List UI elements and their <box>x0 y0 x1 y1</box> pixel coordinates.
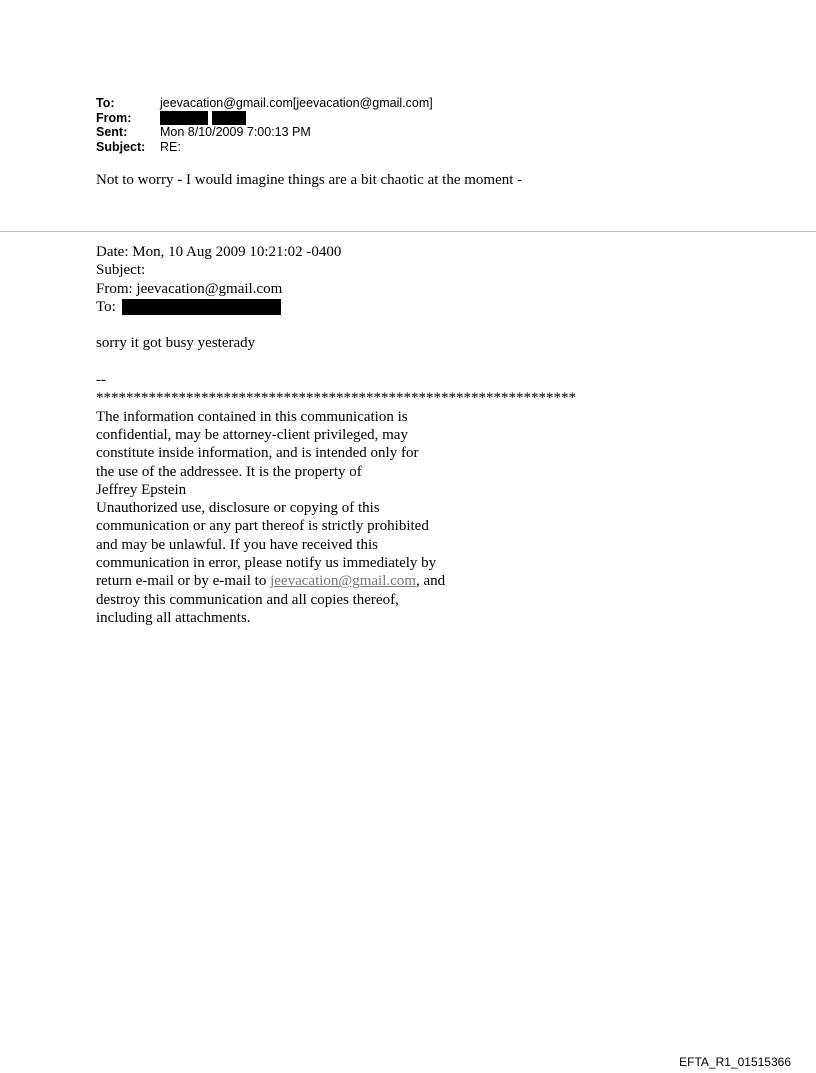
quoted-subject: Subject: <box>96 262 146 279</box>
from-row <box>96 111 433 126</box>
subject-label: Subject: <box>96 139 146 154</box>
redaction-box <box>212 111 246 125</box>
disclaimer-line: and may be unlawful. If you have received this <box>96 536 378 553</box>
from-label: From: <box>96 110 132 125</box>
spacer <box>96 316 576 334</box>
sent-value: Mon 8/10/2009 7:00:13 PM <box>160 125 311 139</box>
disclaimer-line: communication or any part thereof is strictly prohibited <box>96 518 429 535</box>
disclaimer-line: destroy this communication and all copies thereof, <box>96 591 399 608</box>
return-prefix: return e-mail or by e-mail to <box>96 573 271 590</box>
document-id: EFTA_R1_01515366 <box>679 1055 791 1069</box>
quoted-body: sorry it got busy yesterady <box>96 335 256 352</box>
quoted-date: Date: Mon, 10 Aug 2009 10:21:02 -0400 <box>96 244 342 260</box>
disclaimer-line: constitute inside information, and is intended only for <box>96 445 419 462</box>
disclaimer-line: confidential, may be attorney-client privileged, may <box>96 426 408 443</box>
disclaimer-line: communication in error, please notify us immediately by <box>96 555 437 572</box>
signature-dash: -- <box>96 372 106 389</box>
disclaimer-line: including all attachments. <box>96 609 251 626</box>
disclaimer-line: Unauthorized use, disclosure or copying of this <box>96 500 380 517</box>
asterisk-separator: **************************************************************** <box>96 390 576 407</box>
subject-value: RE: <box>160 139 181 154</box>
redaction-box <box>122 299 281 315</box>
sent-row <box>96 125 433 140</box>
email-header <box>96 96 433 154</box>
sent-label: Sent: <box>96 125 128 139</box>
quoted-to-label: To: <box>96 298 116 315</box>
to-row <box>96 96 433 111</box>
disclaimer-line: the use of the addressee. It is the property of <box>96 463 362 480</box>
quoted-from: From: jeevacation@gmail.com <box>96 280 283 297</box>
quoted-to-row <box>96 298 576 316</box>
to-label: To: <box>96 96 115 110</box>
return-suffix: , and <box>415 573 446 590</box>
email-link[interactable]: jeevacation@gmail.com <box>270 573 416 590</box>
to-value: jeevacation@gmail.com[jeevacation@gmail.com] <box>160 96 433 110</box>
disclaimer-return-line <box>96 572 576 590</box>
divider <box>0 231 816 232</box>
disclaimer-line: Jeffrey Epstein <box>96 481 187 498</box>
message-body: Not to worry - I would imagine things are a bit chaotic at the moment - <box>96 172 523 188</box>
subject-row <box>96 140 433 155</box>
spacer <box>96 353 576 371</box>
redaction-box <box>160 111 208 125</box>
quoted-message <box>96 243 576 627</box>
disclaimer <box>96 408 576 628</box>
disclaimer-line: The information contained in this communication is <box>96 408 408 425</box>
